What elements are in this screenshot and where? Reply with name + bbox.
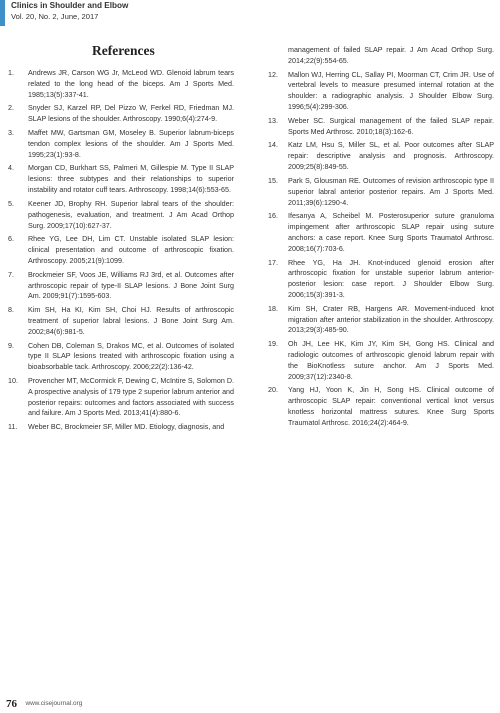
reference-text: Kim SH, Crater RB, Hargens AR. Movement-induced knot migration after anterior stabilization in the shoulder. Arthroscopy. 2013;29(3):485-90. (288, 304, 494, 335)
reference-text: Cohen DB, Coleman S, Drakos MC, et al. Outcomes of isolated type II SLAP lesions treated with arthroscopic fixation using a bioabsorbable tack. Arthroscopy. 2006;22(2):136-42. (28, 341, 234, 372)
reference-item (268, 339, 494, 382)
reference-item (8, 68, 234, 101)
reference-text: Provencher MT, McCormick F, Dewing C, McIntire S, Solomon D. A prospective analysis of 179 type 2 superior labrum anterior and posterior repairs: outcomes and factors associated with success and failure. Am J Sports Med. 2013;41(4):880-6. (28, 376, 234, 418)
reference-text: Rhee YG, Ha JH. Knot-induced glenoid erosion after arthroscopic fixation for unstable superior labrum anterior-posterior lesion: case report. J Shoulder Elbow Surg. 2006;15(3):391-3. (288, 258, 494, 300)
reference-text: Rhee YG, Lee DH, Lim CT. Unstable isolated SLAP lesion: clinical presentation and outcome of arthroscopic fixation. Arthroscopy. 2005;21(9):1099. (28, 235, 234, 265)
page-number: 76 (6, 697, 17, 710)
reference-item (8, 376, 234, 419)
header-accent-bar (0, 0, 5, 26)
reference-text: Andrews JR, Carson WG Jr, McLeod WD. Glenoid labrum tears related to the long head of the biceps. Am J Sports Med. 1985;13(5):337-41. (28, 69, 234, 99)
reference-text: Kim SH, Ha KI, Kim SH, Choi HJ. Results of arthroscopic treatment of superior labral lesions. J Bone Joint Surg Am. 2002;84(6):981-5. (28, 306, 234, 336)
reference-item (8, 128, 234, 161)
reference-number: 6. (8, 235, 14, 244)
reference-text: Keener JD, Brophy RH. Superior labral tears of the shoulder: pathogenesis, evaluation, and treatment. J Am Acad Orthop Surg. 2009;17(10):627-37. (28, 199, 234, 230)
reference-item (268, 385, 494, 428)
reference-item (8, 163, 234, 196)
reference-text: Yang HJ, Yoon K, Jin H, Song HS. Clinical outcome of arthroscopic SLAP repair: conventional vertical knot versus knotless horizontal mattress sutures. Knee Surg Sports Traumatol Arthrosc. 2016;24(2):464-9. (288, 386, 494, 428)
reference-text: Brockmeier SF, Voos JE, Williams RJ 3rd, et al. Outcomes after arthroscopic repair of type-II SLAP lesions. J Bone Joint Surg Am. 2009;91(7):1595-603. (28, 270, 234, 301)
reference-number: 20. (268, 386, 278, 395)
reference-number: 10. (8, 376, 18, 385)
running-header (0, 0, 500, 28)
reference-item (268, 258, 494, 301)
reference-number: 2. (8, 104, 14, 113)
reference-item (8, 199, 234, 232)
page-footer (6, 695, 82, 709)
references-heading: References (92, 43, 155, 58)
reference-number: 15. (268, 176, 278, 185)
reference-item (8, 270, 234, 303)
reference-text: Snyder SJ, Karzel RP, Del Pizzo W, Ferkel RD, Friedman MJ. SLAP lesions of the shoulder. Arthroscopy. 1990;6(4):274-9. (28, 104, 234, 124)
reference-item (268, 176, 494, 209)
reference-number: 9. (8, 341, 14, 350)
reference-number: 8. (8, 306, 14, 315)
reference-number: 1. (8, 69, 14, 77)
reference-item (268, 211, 494, 254)
reference-number: 11. (8, 423, 18, 432)
reference-column-right (268, 45, 494, 432)
reference-number: 13. (268, 116, 278, 125)
reference-number: 12. (268, 70, 278, 79)
reference-number: 19. (268, 340, 278, 349)
reference-text: Weber SC. Surgical management of the failed SLAP repair. Sports Med Arthrosc. 2010;18(3):162-6. (288, 116, 494, 136)
reference-text: Morgan CD, Burkhart SS, Palmeri M, Gillespie M. Type II SLAP lesions: three subtypes and their relationships to superior instability and rotator cuff tears. Arthroscopy. 1998;14(6):553-65. (28, 164, 234, 195)
reference-item (8, 103, 234, 125)
reference-item (8, 422, 234, 433)
reference-number: 5. (8, 199, 14, 208)
reference-number: 17. (268, 258, 278, 267)
journal-title: Clinics in Shoulder and Elbow (11, 1, 129, 10)
reference-column-left (8, 68, 234, 436)
reference-number: 4. (8, 164, 14, 173)
reference-number: 18. (268, 304, 278, 313)
reference-item (8, 234, 234, 267)
reference-text: Katz LM, Hsu S, Miller SL, et al. Poor outcomes after SLAP repair: descriptive analysis and prognosis. Arthroscopy. 2009;25(8):849-55. (288, 141, 494, 172)
reference-text: Park S, Glousman RE. Outcomes of revision arthroscopic type II superior labral anterior posterior repairs. Am J Sports Med. 2011;39(6):1290-4. (288, 176, 494, 207)
reference-number: 7. (8, 270, 14, 279)
reference-number: 3. (8, 129, 14, 137)
reference-continuation: management of failed SLAP repair. J Am Acad Orthop Surg. 2014;22(9):554-65. (288, 46, 494, 65)
reference-text: Ifesanya A, Scheibel M. Posterosuperior suture granuloma impingement after arthroscopic SLAP repair using suture anchors: a case report. Knee Surg Sports Traumatol Arthrosc. 2008;16(7):703-6. (288, 212, 494, 253)
reference-item (8, 305, 234, 338)
reference-text: Weber BC, Brockmeier SF, Miller MD. Etiology, diagnosis, and (28, 423, 225, 432)
reference-item (268, 304, 494, 337)
reference-item (268, 70, 494, 113)
journal-volume: Vol. 20, No. 2, June, 2017 (11, 12, 99, 21)
journal-website: www.cisejournal.org (25, 700, 83, 708)
reference-text: Mallon WJ, Herring CL, Sallay PI, Moorman CT, Crim JR. Use of vertebral levels to measure presumed internal rotation at the shoulder: a radiographic analysis. J Shoulder Elbow Surg. 1996;5(4):299-306. (288, 70, 494, 112)
reference-text: Oh JH, Lee HK, Kim JY, Kim SH, Gong HS. Clinical and radiologic outcomes of arthroscopic glenoid labrum repair with the BioKnotless suture anchor. Am J Sports Med. 2009;37(12):2340-8. (288, 340, 494, 381)
reference-number: 16. (268, 212, 278, 221)
reference-item (8, 341, 234, 374)
reference-text: Maffet MW, Gartsman GM, Moseley B. Superior labrum-biceps tendon complex lesions of the shoulder. Am J Sports Med. 1995;23(1):93-8. (28, 129, 234, 159)
reference-item (268, 116, 494, 138)
reference-number: 14. (268, 141, 278, 150)
reference-item (268, 140, 494, 173)
